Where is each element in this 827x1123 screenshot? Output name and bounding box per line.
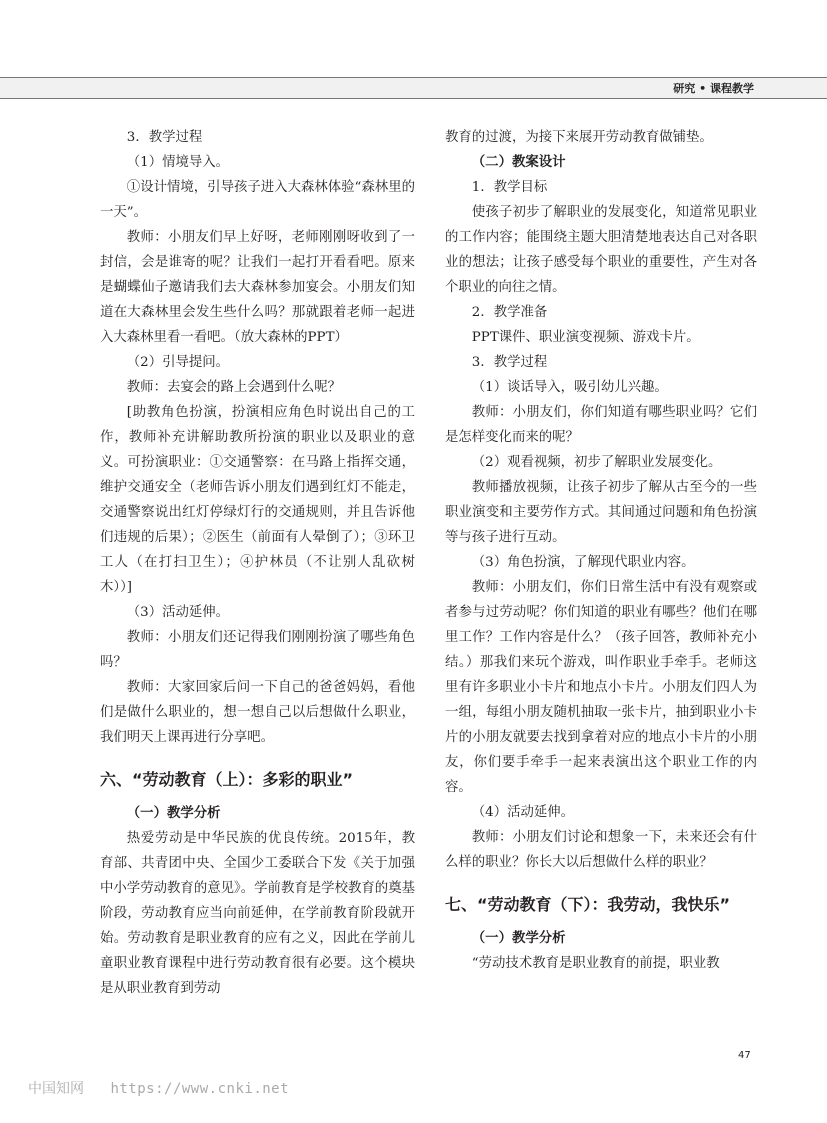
paragraph: （3）角色扮演，了解现代职业内容。 [471,555,695,570]
watermark-name: 中国知网 [28,1081,84,1097]
section-heading: 六、“劳动教育（上）：多彩的职业” [100,770,354,789]
paragraph: 3．教学过程 [126,130,203,145]
header-section-label: 研究 • 课程教学 [673,82,754,95]
paragraph: “劳动技术教育是职业教育的前提，职业教 [471,956,720,971]
paragraph: 教师：小朋友们讨论和想象一下，未来还会有什么样的职业？你长大以后想做什么样的职业？ [445,830,757,870]
paragraph: 教师播放视频，让孩子初步了解从古至今的一些职业演变和主要劳作方式。其间通过问题和角色扮演等与孩子进行互动。 [445,480,757,545]
paragraph: （3）活动延伸。 [126,605,230,620]
paragraph: PPT课件、职业演变视频、游戏卡片。 [471,330,700,345]
section-heading: 七、“劳动教育（下）：我劳动，我快乐” [445,895,731,914]
paragraph: 3．教学过程 [471,355,548,370]
running-header [0,77,827,99]
paragraph: 热爱劳动是中华民族的优良传统。2015年，教育部、共青团中央、全国少工委联合下发《关于加强中小学劳动教育的意见》。学前教育是学校教育的奠基阶段，劳动教育应当向前延伸，在学前教育阶段就开始。劳动教育是职业教育的应有之义，因此在学前儿童职业教育课程中进行劳动教育很有必要。这个模块是从职业教育到劳动 [100,831,415,996]
paragraph: 教育的过渡，为接下来展开劳动教育做铺垫。 [445,130,713,145]
watermark-url: https://www.cnki.net [110,1081,290,1097]
paragraph: （2）观看视频，初步了解职业发展变化。 [471,455,722,470]
subsection-heading: （二）教案设计 [471,155,566,170]
left-column [100,125,415,1001]
paragraph: （1）情境导入。 [126,155,230,170]
paragraph: 教师：小朋友们还记得我们刚刚扮演了哪些角色吗？ [100,630,415,670]
paragraph: （2）引导提问。 [126,355,230,370]
right-column [445,125,757,976]
paragraph: ①设计情境，引导孩子进入大森林体验“森林里的一天”。 [100,180,415,220]
page-number: 47 [738,1050,751,1061]
paragraph: 教师：小朋友们，你们日常生活中有没有观察或者参与过劳动呢？你们知道的职业有哪些？他们在哪里工作？工作内容是什么？（孩子回答，教师补充小结。）那我们来玩个游戏，叫作职业手牵手。老师这里有许多职业小卡片和地点小卡片。小朋友们四人为一组，每组小朋友随机抽取一张卡片，抽到职业小卡片的小朋友就要去找到拿着对应的地点小卡片的小朋友，你们要手牵手一起来表演出这个职业工作的内容。 [445,580,757,795]
paragraph: 教师：小朋友们早上好呀，老师刚刚呀收到了一封信，会是谁寄的呢？让我们一起打开看看吧。原来是蝴蝶仙子邀请我们去大森林参加宴会。小朋友们知道在大森林里会发生些什么吗？那就跟着老师一起进入大森林里看一看吧。（放大森林的PPT） [100,230,415,345]
paragraph: 2．教学准备 [471,305,548,320]
paragraph: （1）谈话导入，吸引幼儿兴趣。 [471,380,668,395]
subsection-heading: （一）教学分析 [126,806,221,821]
paragraph: 教师：小朋友们，你们知道有哪些职业吗？它们是怎样变化而来的呢？ [445,405,757,445]
paragraph: 教师：大家回家后问一下自己的爸爸妈妈，看他们是做什么职业的，想一想自己以后想做什么职业，我们明天上课再进行分享吧。 [100,680,415,745]
paragraph: 使孩子初步了解职业的发展变化，知道常见职业的工作内容；能围绕主题大胆清楚地表达自己对各职业的想法；让孩子感受每个职业的重要性，产生对各个职业的向往之情。 [445,205,757,295]
subsection-heading: （一）教学分析 [471,931,566,946]
paragraph: 1．教学目标 [471,180,548,195]
watermark [28,1078,289,1098]
paragraph: [助教角色扮演，扮演相应角色时说出自己的工作，教师补充讲解助教所扮演的职业以及职业的意义。可扮演职业：①交通警察：在马路上指挥交通，维护交通安全（老师告诉小朋友们遇到红灯不能走，交通警察说出红灯停绿灯行的交通规则，并且告诉他们违规的后果）；②医生（前面有人晕倒了）；③环卫工人（在打扫卫生）；④护林员（不让别人乱砍树木））] [100,405,415,595]
paragraph: 教师：去宴会的路上会遇到什么呢？ [126,380,342,395]
paragraph: （4）活动延伸。 [471,805,575,820]
